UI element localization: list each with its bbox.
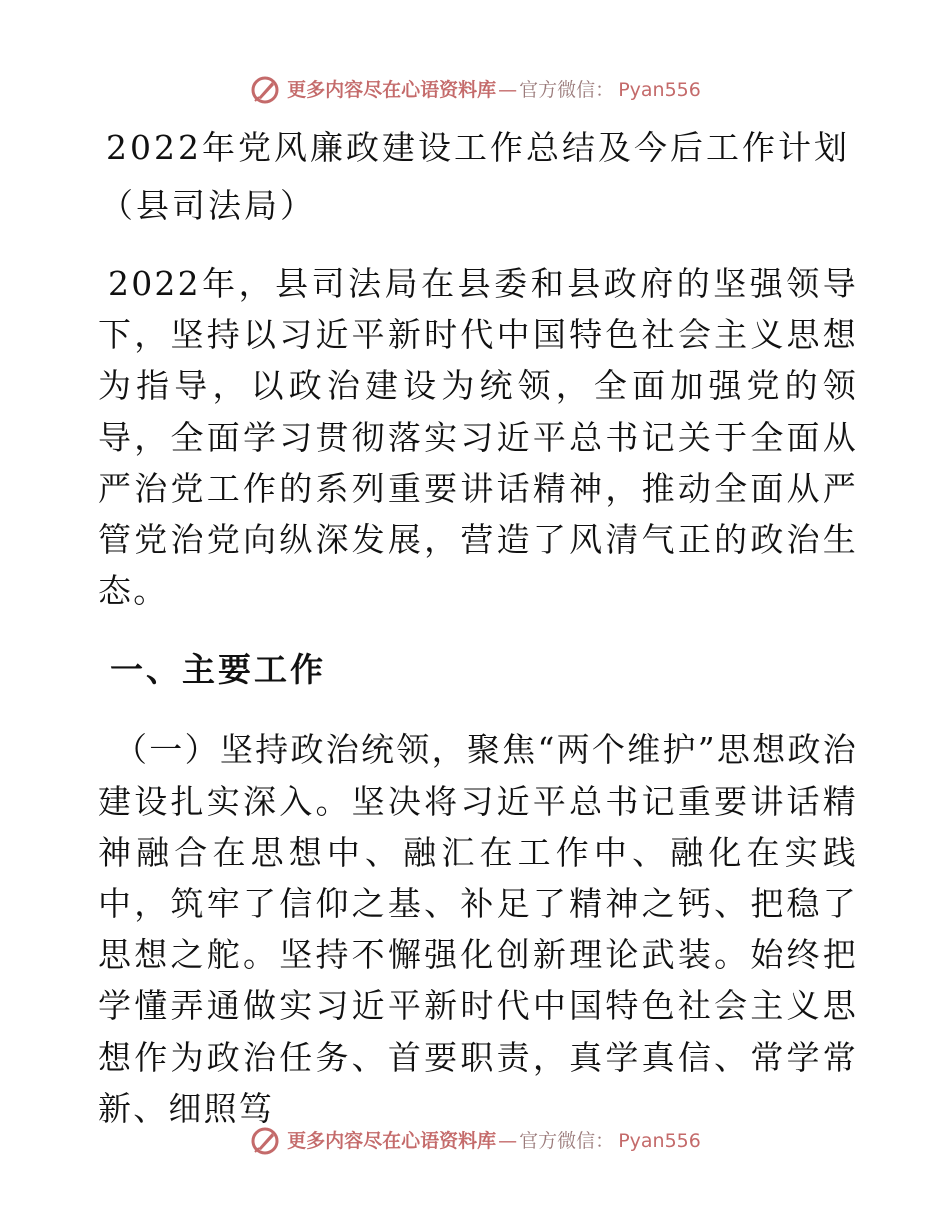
- section-paragraph: （一）坚持政治统领，聚焦“两个维护”思想政治建设扎实深入。坚决将习近平总书记重要讲话精神融合在思想中、融汇在工作中、融化在实践中，筑牢了信仰之基、补足了精神之钙、把稳了思想之舵。坚持不懈强化创新理论武装。始终把学懂弄通做实习近平新时代中国特色社会主义思想作为政治任务、首要职责，真学真信、常学常新、细照笃: [98, 730, 858, 1128]
- quill-pen-logo-icon: [249, 74, 281, 106]
- watermark-header: [0, 70, 950, 110]
- intro-paragraph: 2022年，县司法局在县委和县政府的坚强领导下，坚持以习近平新时代中国特色社会主义思想为指导，以政治建设为统领，全面加强党的领导，全面学习贯彻落实习近平总书记关于全面从严治党工作的系列重要讲话精神，推动全面从严管党治党向纵深发展，营造了风清气正的政治生态。: [98, 264, 858, 611]
- watermark-wechat-id: Pyan556: [618, 1129, 701, 1152]
- watermark-label: 官方微信：: [519, 78, 615, 101]
- watermark-main-text: 更多内容尽在心语资料库: [287, 78, 497, 101]
- document-body: [98, 118, 858, 1134]
- document-subtitle: （县司法局）: [100, 186, 316, 225]
- section-heading: 一、主要工作: [110, 650, 326, 690]
- watermark-dash: —: [498, 78, 518, 101]
- quill-pen-logo-icon: [249, 1125, 281, 1157]
- watermark-dash: —: [498, 1129, 518, 1152]
- document-title: 2022年党风廉政建设工作总结及今后工作计划: [106, 128, 850, 167]
- watermark-main-text: 更多内容尽在心语资料库: [287, 1129, 497, 1152]
- watermark-label: 官方微信：: [519, 1129, 615, 1152]
- watermark-footer: [0, 1121, 950, 1161]
- watermark-wechat-id: Pyan556: [618, 78, 701, 101]
